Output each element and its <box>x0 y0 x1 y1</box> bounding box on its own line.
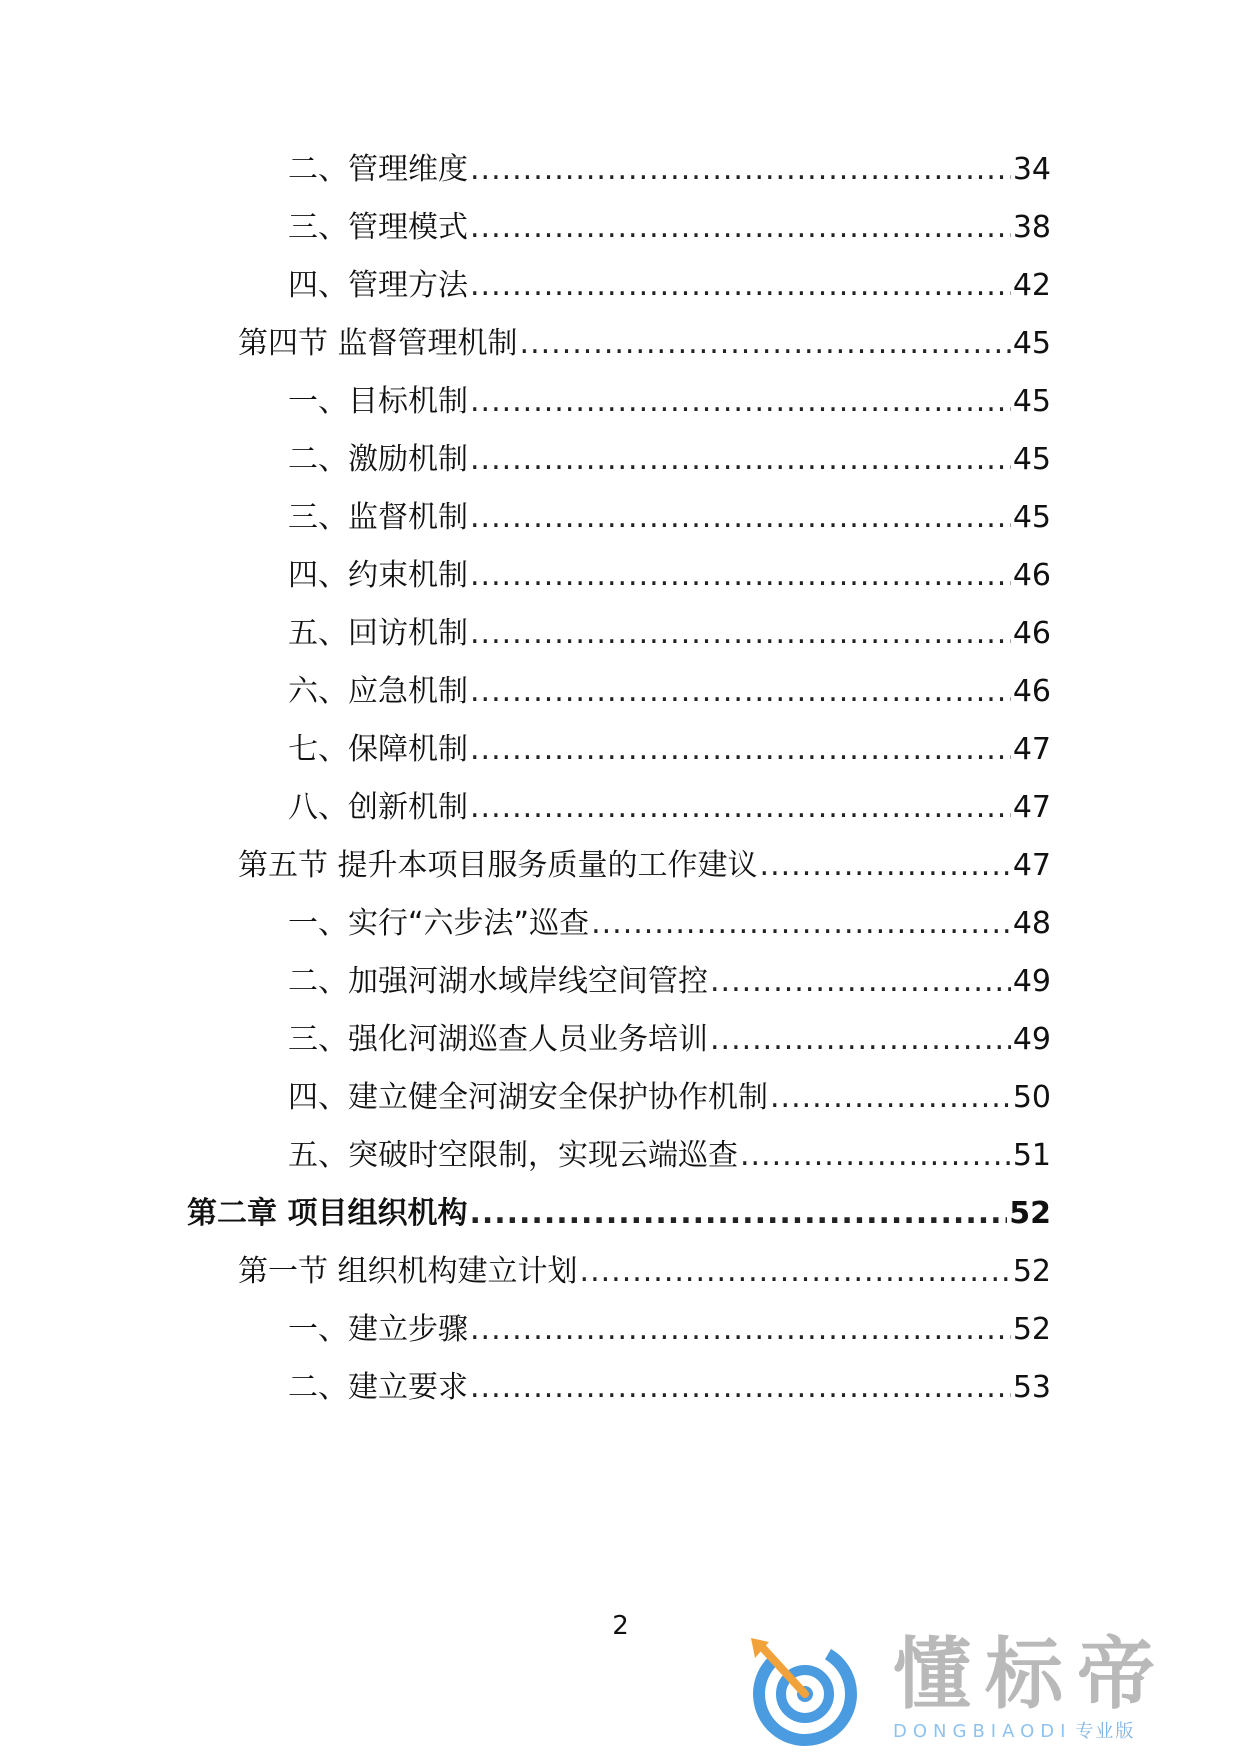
dot-leader <box>470 208 1011 248</box>
watermark-subtitle <box>893 1720 1135 1744</box>
toc-entry-page: 45 <box>1012 326 1051 361</box>
toc-entry[interactable] <box>288 266 1051 306</box>
toc-entry-page: 52 <box>1012 1254 1051 1289</box>
toc-entry-label: 五、回访机制 <box>288 616 468 651</box>
toc-entry-label: 一、实行“六步法”巡查 <box>288 906 590 941</box>
toc-entry[interactable] <box>288 730 1051 770</box>
toc-entry-label: 一、建立步骤 <box>288 1312 468 1347</box>
toc-entry[interactable] <box>288 962 1051 1002</box>
target-logo-icon <box>743 1632 863 1748</box>
dot-leader <box>470 730 1011 770</box>
toc-entry[interactable] <box>238 1252 1051 1292</box>
toc-entry[interactable] <box>288 556 1051 596</box>
toc-entry-label: 第五节 提升本项目服务质量的工作建议 <box>238 848 758 883</box>
toc-entry[interactable] <box>288 788 1051 828</box>
toc-entry-page: 50 <box>1012 1080 1051 1115</box>
toc-entry[interactable] <box>288 382 1051 422</box>
dot-leader <box>760 846 1011 886</box>
watermark-tag: 专业版 <box>1075 1721 1136 1742</box>
dot-leader <box>710 962 1011 1002</box>
toc-entry-label: 三、管理模式 <box>288 210 468 245</box>
toc-entry-page: 52 <box>1012 1312 1051 1347</box>
toc-entry-page: 52 <box>1009 1196 1051 1231</box>
toc-entry-label: 六、应急机制 <box>288 674 468 709</box>
toc-entry-page: 38 <box>1012 210 1051 245</box>
dot-leader <box>470 556 1011 596</box>
toc-entry-page: 47 <box>1012 732 1051 767</box>
dot-leader <box>580 1252 1011 1292</box>
toc-entry[interactable] <box>288 440 1051 480</box>
watermark-brand: 懂标帝 <box>893 1630 1170 1720</box>
toc-entry[interactable] <box>288 208 1051 248</box>
dot-leader <box>470 382 1011 422</box>
toc-entry-label: 第一节 组织机构建立计划 <box>238 1254 578 1289</box>
toc-entry[interactable] <box>288 1136 1051 1176</box>
page-number: 2 <box>612 1611 629 1641</box>
toc-entry-page: 42 <box>1012 268 1051 303</box>
toc-entry-page: 45 <box>1012 384 1051 419</box>
toc-entry-label: 四、约束机制 <box>288 558 468 593</box>
toc-entry-label: 三、强化河湖巡查人员业务培训 <box>288 1022 708 1057</box>
dot-leader <box>470 498 1011 538</box>
toc-entry-page: 46 <box>1012 674 1051 709</box>
toc-entry-label: 二、激励机制 <box>288 442 468 477</box>
toc-entry[interactable] <box>288 614 1051 654</box>
toc-entry[interactable] <box>288 672 1051 712</box>
dot-leader <box>470 1368 1011 1408</box>
toc-entry-page: 47 <box>1012 790 1051 825</box>
toc-entry-page: 46 <box>1012 616 1051 651</box>
toc-entry[interactable] <box>288 498 1051 538</box>
toc-entry-label: 二、建立要求 <box>288 1370 468 1405</box>
toc-entry-label: 三、监督机制 <box>288 500 468 535</box>
dot-leader <box>470 266 1011 306</box>
toc-entry[interactable] <box>238 846 1051 886</box>
toc-entry[interactable] <box>238 324 1051 364</box>
toc-entry-page: 46 <box>1012 558 1051 593</box>
toc-entry[interactable] <box>288 1078 1051 1118</box>
toc-entry-page: 51 <box>1012 1138 1051 1173</box>
toc-entry[interactable] <box>288 1310 1051 1350</box>
dot-leader <box>740 1136 1011 1176</box>
toc-entry-label: 四、建立健全河湖安全保护协作机制 <box>288 1080 768 1115</box>
toc-entry-label: 二、加强河湖水域岸线空间管控 <box>288 964 708 999</box>
dot-leader <box>470 150 1011 190</box>
toc-entry[interactable] <box>288 1020 1051 1060</box>
toc-entry-label: 五、突破时空限制，实现云端巡查 <box>288 1138 738 1173</box>
dot-leader <box>770 1078 1011 1118</box>
dot-leader <box>470 1310 1011 1350</box>
toc-entry-label: 七、保障机制 <box>288 732 468 767</box>
watermark-subtitle-text: DONGBIAODI <box>893 1721 1072 1742</box>
toc-entry-label: 一、目标机制 <box>288 384 468 419</box>
toc-entry[interactable] <box>288 150 1051 190</box>
dot-leader <box>470 788 1011 828</box>
toc-entry-page: 48 <box>1012 906 1051 941</box>
toc-entry-label: 八、创新机制 <box>288 790 468 825</box>
dot-leader <box>470 440 1011 480</box>
toc-entry-page: 49 <box>1012 964 1051 999</box>
toc-entry-page: 47 <box>1012 848 1051 883</box>
dot-leader <box>710 1020 1011 1060</box>
dot-leader <box>520 324 1011 364</box>
toc-entry[interactable] <box>288 1368 1051 1408</box>
dot-leader <box>470 614 1011 654</box>
toc-entry-page: 53 <box>1012 1370 1051 1405</box>
toc-entry[interactable] <box>288 904 1051 944</box>
toc-entry-label: 二、管理维度 <box>288 152 468 187</box>
toc-entry-page: 45 <box>1012 500 1051 535</box>
toc-entry-label: 四、管理方法 <box>288 268 468 303</box>
toc-entry-page: 45 <box>1012 442 1051 477</box>
toc-chapter-entry[interactable] <box>187 1194 1051 1234</box>
watermark <box>743 1628 1223 1748</box>
toc-entry-page: 34 <box>1012 152 1051 187</box>
dot-leader <box>591 904 1011 944</box>
toc-entry-page: 49 <box>1012 1022 1051 1057</box>
dot-leader <box>469 1194 1007 1234</box>
toc-entry-label: 第四节 监督管理机制 <box>238 326 518 361</box>
toc-entry-label: 第二章 项目组织机构 <box>187 1196 468 1231</box>
dot-leader <box>470 672 1011 712</box>
